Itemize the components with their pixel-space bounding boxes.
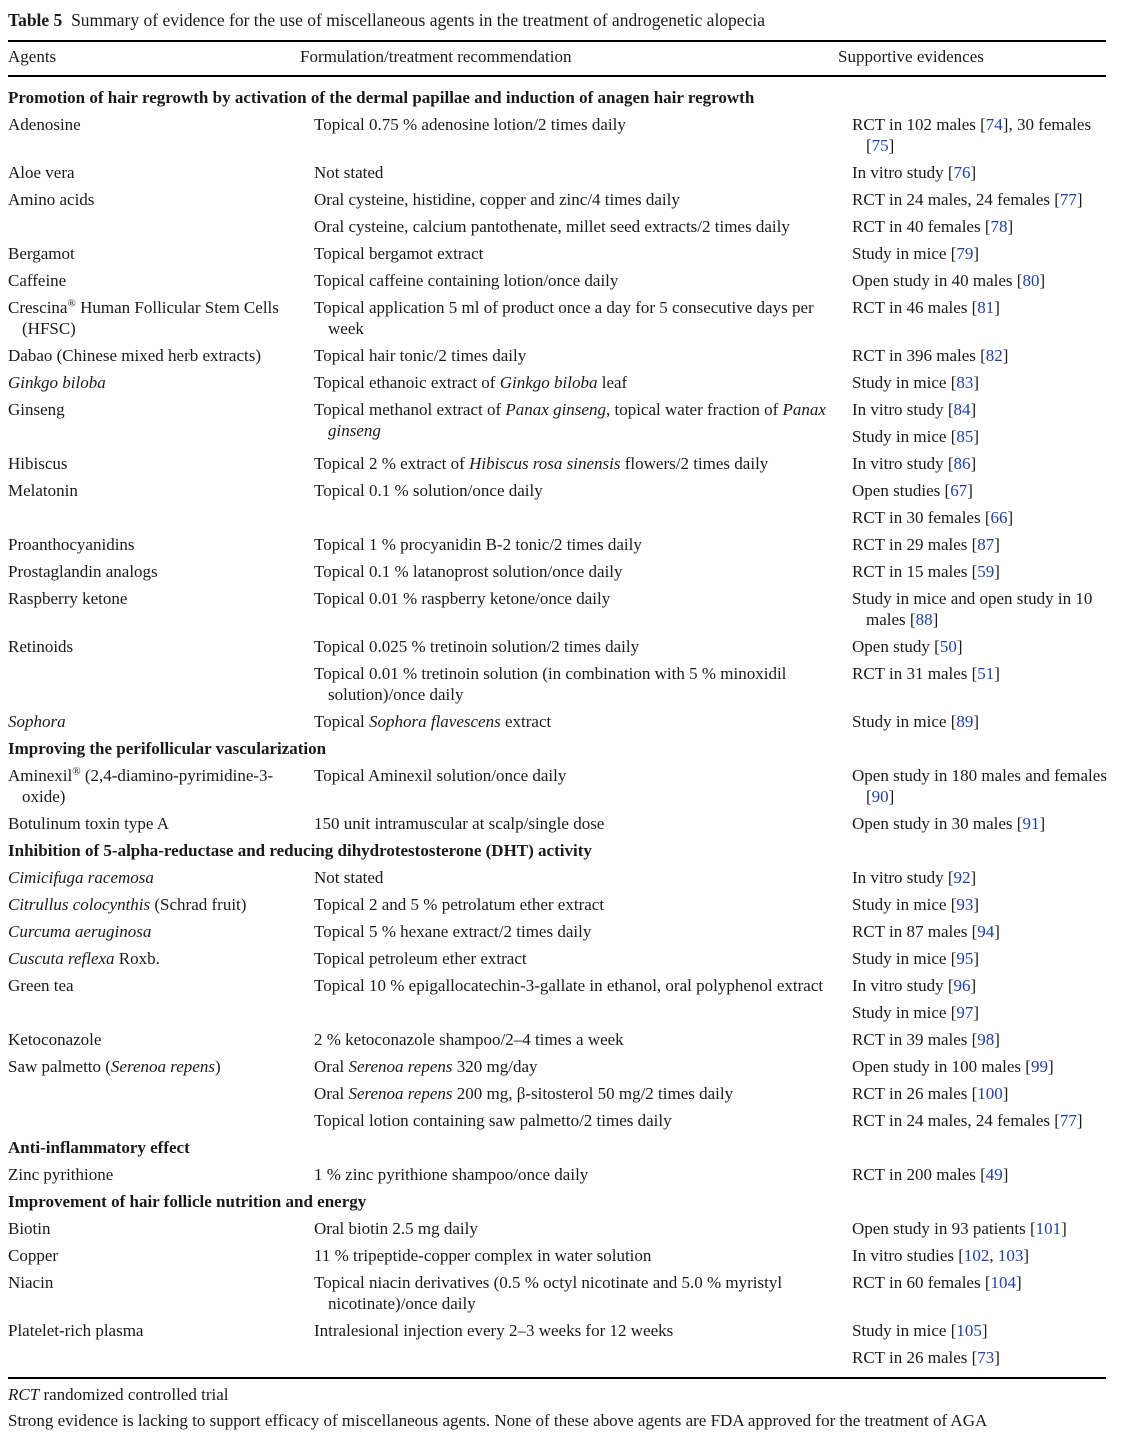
evidence-text: Study in mice and open study in 10 males [88] [852,589,1093,629]
table-row [8,450,1106,477]
agent-cell: Green tea [8,976,74,995]
table-row [8,1053,1106,1134]
evidence-cell [852,159,1120,186]
evidence-text: In vitro study [92] [852,868,977,887]
evidence-text: Open studies [67] [852,481,973,500]
agent-cell: Citrullus colocynthis (Schrad fruit) [8,895,247,914]
evidence-cell [852,864,1120,891]
formulation-cell [314,1053,852,1134]
table-row [8,945,1106,972]
agent-cell: Niacin [8,1273,54,1292]
evidence-cell [852,1215,1120,1242]
evidence-text: Open study in 30 males [91] [852,814,1046,833]
table-row [8,1215,1106,1242]
formulation-cell [314,240,852,267]
table-row [8,342,1106,369]
evidence-cell [852,240,1120,267]
evidence-cell [852,972,1120,1026]
evidence-cell [852,267,1120,294]
table-row [8,531,1106,558]
formulation-cell [314,918,852,945]
evidence-cell [852,396,1120,450]
evidence-text: RCT in 30 females [66] [852,508,1014,527]
evidence-text: RCT in 60 females [104] [852,1273,1022,1292]
table-row [8,810,1106,837]
table-row [8,396,1106,450]
formulation-cell [314,477,852,504]
evidence-text: In vitro study [96] [852,976,977,995]
formulation-cell [314,267,852,294]
formulation-text: Topical hair tonic/2 times daily [314,346,527,365]
formulation-cell [314,396,852,444]
evidence-text: RCT in 87 males [94] [852,922,1000,941]
header-formulation: Formulation/treatment recommendation [300,47,572,66]
formulation-text: Topical 2 and 5 % petrolatum ether extract [314,895,605,914]
formulation-cell [314,369,852,396]
evidence-text: Open study in 40 males [80] [852,271,1046,290]
table-caption-label: Table 5 [8,10,63,30]
formulation-text: Topical petroleum ether extract [314,949,527,968]
evidence-text: In vitro study [84] [852,400,977,419]
agent-cell: Aminexil® (2,4-diamino-pyrimidine-3-oxide) [8,765,274,806]
evidence-text: RCT in 29 males [87] [852,535,1000,554]
header-rule [8,75,1106,77]
evidence-text: Study in mice [95] [852,949,980,968]
table-row [8,585,1106,633]
evidence-cell [852,342,1120,369]
formulation-text: 1 % zinc pyrithione shampoo/once daily [314,1165,589,1184]
table-row [8,864,1106,891]
evidence-text: Study in mice [89] [852,712,980,731]
formulation-cell [314,1269,852,1317]
bottom-rule [8,1377,1106,1379]
table-row [8,891,1106,918]
evidence-text: Open study in 93 patients [101] [852,1219,1067,1238]
formulation-text: Topical 2 % extract of Hibiscus rosa sinensis flowers/2 times daily [314,454,769,473]
formulation-cell [314,294,852,342]
agent-cell: Sophora [8,712,66,731]
table-caption-text: Summary of evidence for the use of miscellaneous agents in the treatment of androgenetic alopecia [71,10,765,30]
agent-cell: Ginseng [8,400,65,419]
agent-cell: Aloe vera [8,163,75,182]
formulation-text: Topical 0.01 % tretinoin solution (in combination with 5 % minoxidil solution)/once daily [314,664,787,704]
table-body [8,84,1106,1371]
formulation-text: Topical niacin derivatives (0.5 % octyl nicotinate and 5.0 % myristyl nicotinate)/once daily [314,1273,783,1313]
formulation-cell [314,342,852,369]
evidence-cell [852,1317,1120,1371]
table-row [8,240,1106,267]
agent-cell: Botulinum toxin type A [8,814,170,833]
formulation-text: Oral cysteine, histidine, copper and zinc/4 times daily [314,190,680,209]
section-header: Improving the perifollicular vascularization [8,739,327,758]
evidence-text: Study in mice [93] [852,895,980,914]
table-row [8,708,1106,735]
agent-cell: Prostaglandin analogs [8,562,158,581]
formulation-text: Topical 10 % epigallocatechin-3-gallate in ethanol, oral polyphenol extract [314,976,824,995]
evidence-text: RCT in 39 males [98] [852,1030,1000,1049]
formulation-text: Not stated [314,868,384,887]
agent-cell: Copper [8,1246,59,1265]
formulation-cell [314,585,852,612]
formulation-text: Topical application 5 ml of product once a day for 5 consecutive days per week [314,298,814,338]
evidence-text: RCT in 24 males, 24 females [77] [852,1111,1083,1130]
evidence-text: RCT in 24 males, 24 females [77] [852,190,1083,209]
evidence-cell [852,450,1120,477]
formulation-cell [314,558,852,585]
agent-cell: Biotin [8,1219,51,1238]
evidence-cell [852,1269,1120,1296]
header-agents: Agents [8,47,57,66]
formulation-text: Not stated [314,163,384,182]
agent-cell: Curcuma aeruginosa [8,922,152,941]
evidence-cell [852,1053,1120,1134]
formulation-text: 11 % tripeptide-copper complex in water solution [314,1246,652,1265]
table-row [8,972,1106,1026]
table-row [8,111,1106,159]
agent-cell: Hibiscus [8,454,68,473]
evidence-text: Study in mice [105] [852,1321,988,1340]
table-row [8,633,1106,708]
footnote-abbrev-term: RCT [8,1385,40,1404]
agent-cell: Platelet-rich plasma [8,1321,144,1340]
formulation-cell [314,972,852,999]
table-row [8,1026,1106,1053]
table-row [8,1317,1106,1371]
agent-cell: Adenosine [8,115,81,134]
agent-cell: Raspberry ketone [8,589,128,608]
evidence-cell [852,294,1120,321]
formulation-text: Topical lotion containing saw palmetto/2 times daily [314,1111,672,1130]
agent-cell: Melatonin [8,481,78,500]
formulation-text: Oral Serenoa repens 200 mg, β-sitosterol 50 mg/2 times daily [314,1084,734,1103]
formulation-text: Topical 0.025 % tretinoin solution/2 times daily [314,637,640,656]
evidence-text: Open study in 180 males and females [90] [852,766,1107,806]
formulation-text: Oral Serenoa repens 320 mg/day [314,1057,538,1076]
agent-cell: Caffeine [8,271,67,290]
evidence-text: Study in mice [85] [852,427,980,446]
formulation-text: Topical methanol extract of Panax ginseng, topical water fraction of Panax ginseng [314,400,826,440]
formulation-text: Intralesional injection every 2–3 weeks for 12 weeks [314,1321,674,1340]
table-row [8,159,1106,186]
formulation-text: Topical Sophora flavescens extract [314,712,552,731]
table-row [8,186,1106,240]
formulation-cell [314,1215,852,1242]
evidence-text: RCT in 200 males [49] [852,1165,1009,1184]
formulation-cell [314,891,852,918]
evidence-text: Open study in 100 males [99] [852,1057,1054,1076]
formulation-text: Topical 0.75 % adenosine lotion/2 times daily [314,115,626,134]
formulation-cell [314,531,852,558]
formulation-text: Topical 0.1 % latanoprost solution/once daily [314,562,623,581]
evidence-text: RCT in 102 males [74], 30 females [75] [852,115,1092,155]
formulation-cell [314,864,852,891]
footnote-abbrev-def: randomized controlled trial [39,1385,229,1404]
formulation-cell [314,1317,852,1344]
evidence-cell [852,477,1120,531]
formulation-text: 2 % ketoconazole shampoo/2–4 times a week [314,1030,624,1049]
formulation-cell [314,1242,852,1269]
agent-cell: Amino acids [8,190,95,209]
table-row [8,477,1106,531]
agent-cell: Zinc pyrithione [8,1165,114,1184]
formulation-cell [314,633,852,708]
formulation-text: Topical 1 % procyanidin B-2 tonic/2 times daily [314,535,642,554]
formulation-cell [314,708,852,735]
agent-cell: Ketoconazole [8,1030,102,1049]
evidence-text: In vitro study [76] [852,163,977,182]
section-header: Anti-inflammatory effect [8,1138,190,1157]
evidence-cell [852,111,1120,159]
formulation-text: Topical caffeine containing lotion/once daily [314,271,619,290]
evidence-text: RCT in 40 females [78] [852,217,1014,236]
formulation-text: Topical 0.1 % solution/once daily [314,481,543,500]
agent-cell: Retinoids [8,637,74,656]
evidence-cell [852,633,1120,687]
evidence-text: In vitro study [86] [852,454,977,473]
evidence-cell [852,369,1120,396]
formulation-text: 150 unit intramuscular at scalp/single dose [314,814,605,833]
formulation-cell [314,186,852,240]
table-caption [8,10,765,31]
evidence-cell [852,1026,1120,1053]
evidence-cell [852,558,1120,585]
agent-cell: Dabao (Chinese mixed herb extracts) [8,346,262,365]
evidence-cell [852,531,1120,558]
evidence-cell [852,918,1120,945]
evidence-cell [852,585,1120,633]
evidence-text: RCT in 46 males [81] [852,298,1000,317]
formulation-cell [314,945,852,972]
evidence-cell [852,708,1120,735]
evidence-cell [852,891,1120,918]
formulation-text: Oral biotin 2.5 mg daily [314,1219,478,1238]
formulation-cell [314,1161,852,1188]
agent-cell: Cimicifuga racemosa [8,868,154,887]
top-rule [8,40,1106,42]
formulation-cell [314,111,852,138]
evidence-cell [852,762,1120,810]
evidence-text: RCT in 26 males [73] [852,1348,1000,1367]
table-row [8,918,1106,945]
evidence-text: In vitro studies [102, 103] [852,1246,1030,1265]
evidence-text: Open study [50] [852,637,963,656]
formulation-text: Topical ethanoic extract of Ginkgo biloba leaf [314,373,628,392]
formulation-cell [314,450,852,477]
agent-cell: Cuscuta reflexa Roxb. [8,949,160,968]
footnote-note: Strong evidence is lacking to support efficacy of miscellaneous agents. None of these above agents are FDA approved for the treatment of AGA [8,1411,988,1430]
evidence-text: RCT in 15 males [59] [852,562,1000,581]
table-row [8,1161,1106,1188]
evidence-text: RCT in 26 males [100] [852,1084,1009,1103]
formulation-text: Topical 0.01 % raspberry ketone/once daily [314,589,611,608]
formulation-text: Oral cysteine, calcium pantothenate, millet seed extracts/2 times daily [314,217,790,236]
evidence-cell [852,1161,1120,1188]
formulation-text: Topical 5 % hexane extract/2 times daily [314,922,592,941]
formulation-cell [314,159,852,186]
formulation-text: Topical Aminexil solution/once daily [314,766,567,785]
header-evidence: Supportive evidences [838,47,984,66]
evidence-text: RCT in 31 males [51] [852,664,1000,683]
table-row [8,762,1106,810]
agent-cell: Bergamot [8,244,75,263]
evidence-text: Study in mice [97] [852,1003,980,1022]
table-row [8,369,1106,396]
evidence-cell [852,810,1120,837]
agent-cell: Proanthocyanidins [8,535,135,554]
table-row [8,294,1106,342]
section-header: Promotion of hair regrowth by activation of the dermal papillae and induction of anagen hair regrowth [8,88,755,107]
evidence-text: Study in mice [83] [852,373,980,392]
agent-cell: Crescina® Human Follicular Stem Cells (HFSC) [8,297,279,338]
evidence-cell [852,945,1120,972]
table-row [8,558,1106,585]
table-row [8,1242,1106,1269]
agent-cell: Saw palmetto (Serenoa repens) [8,1057,221,1076]
section-header: Improvement of hair follicle nutrition and energy [8,1192,367,1211]
section-header: Inhibition of 5-alpha-reductase and reducing dihydrotestosterone (DHT) activity [8,841,592,860]
footnote-abbreviation [8,1385,228,1405]
evidence-text: RCT in 396 males [82] [852,346,1009,365]
table-row [8,267,1106,294]
evidence-cell [852,1242,1120,1269]
formulation-cell [314,810,852,837]
formulation-cell [314,1026,852,1053]
evidence-text: Study in mice [79] [852,244,980,263]
agent-cell: Ginkgo biloba [8,373,106,392]
formulation-cell [314,762,852,789]
formulation-text: Topical bergamot extract [314,244,484,263]
table-row [8,1269,1106,1317]
evidence-cell [852,186,1120,240]
